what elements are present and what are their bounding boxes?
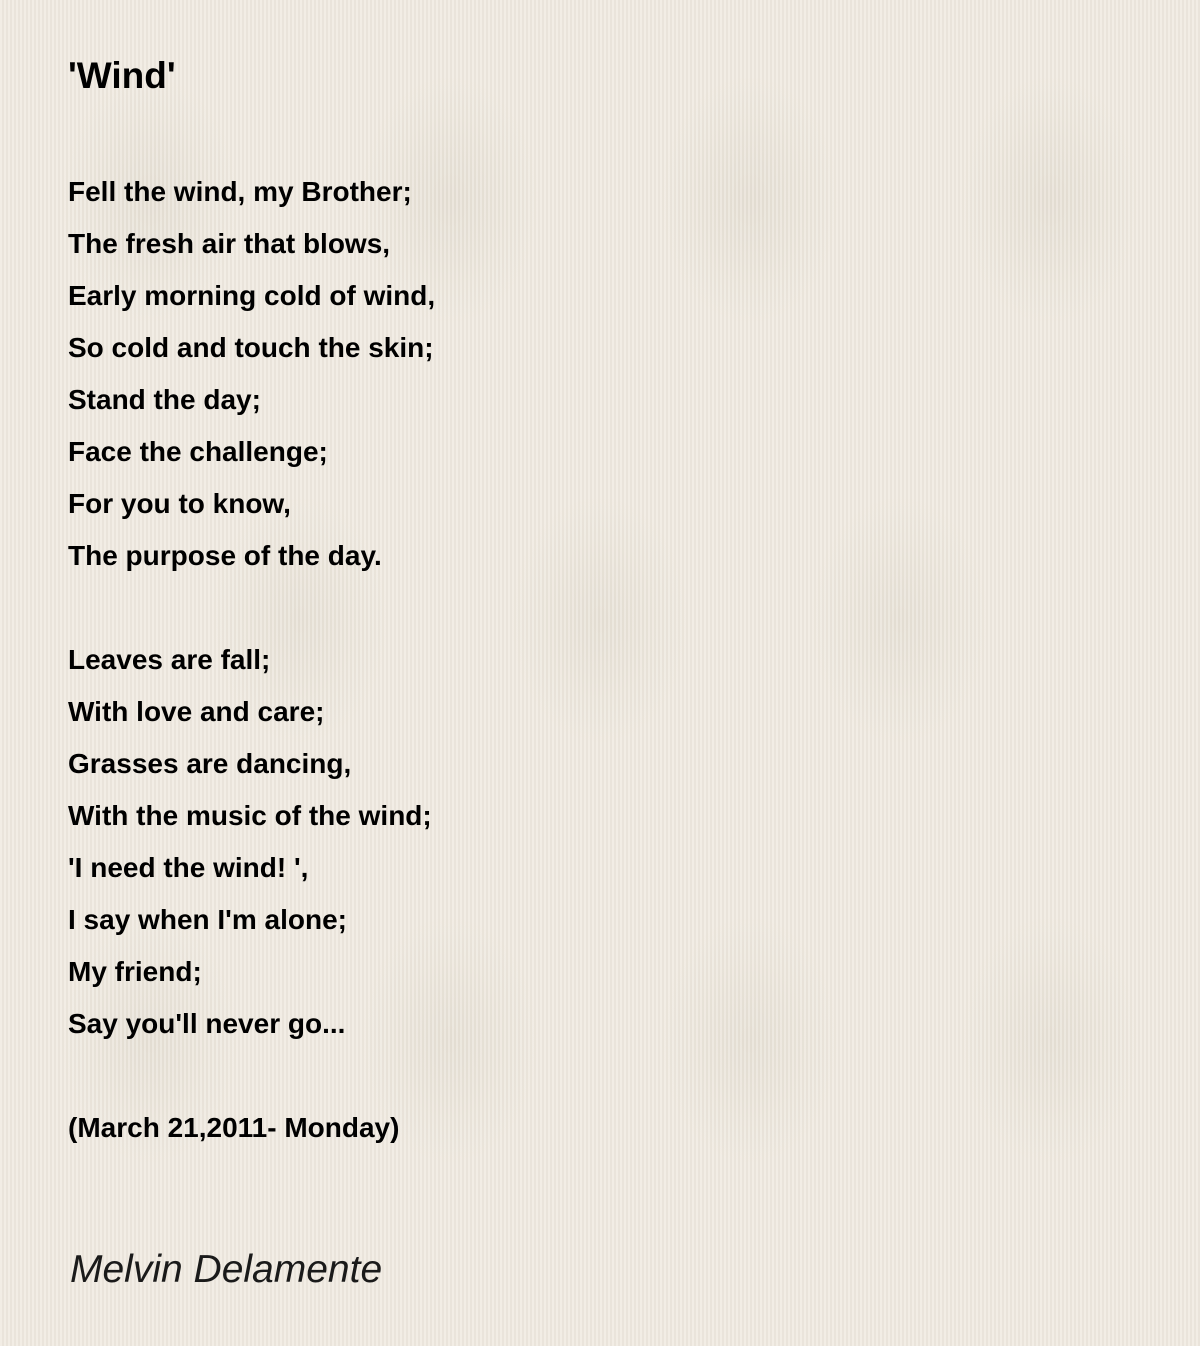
- poem-line: My friend;: [68, 956, 202, 987]
- poem-line: With the music of the wind;: [68, 800, 432, 831]
- poem-line: Early morning cold of wind,: [68, 280, 436, 311]
- stanza-1: [68, 166, 1068, 582]
- author-name: Melvin Delamente: [70, 1248, 383, 1291]
- poem-line: So cold and touch the skin;: [68, 332, 434, 363]
- poem-line: Grasses are dancing,: [68, 748, 352, 779]
- poem-line: With love and care;: [68, 696, 325, 727]
- poem-line: Stand the day;: [68, 384, 261, 415]
- poem-line: Say you'll never go...: [68, 1008, 346, 1039]
- poem-title: 'Wind': [68, 55, 176, 96]
- poem-line: I say when I'm alone;: [68, 904, 347, 935]
- poem-line: Fell the wind, my Brother;: [68, 176, 412, 207]
- poem-body: [68, 166, 1068, 1154]
- poem-line: For you to know,: [68, 488, 291, 519]
- poem-line: The purpose of the day.: [68, 540, 382, 571]
- poem-line: 'I need the wind! ',: [68, 852, 309, 883]
- poem-line: The fresh air that blows,: [68, 228, 391, 259]
- poem-line: Face the challenge;: [68, 436, 328, 467]
- poem-date: (March 21,2011- Monday): [68, 1112, 400, 1143]
- poem-container: [68, 48, 1068, 1154]
- poem-line: Leaves are fall;: [68, 644, 271, 675]
- stanza-2: [68, 634, 1068, 1050]
